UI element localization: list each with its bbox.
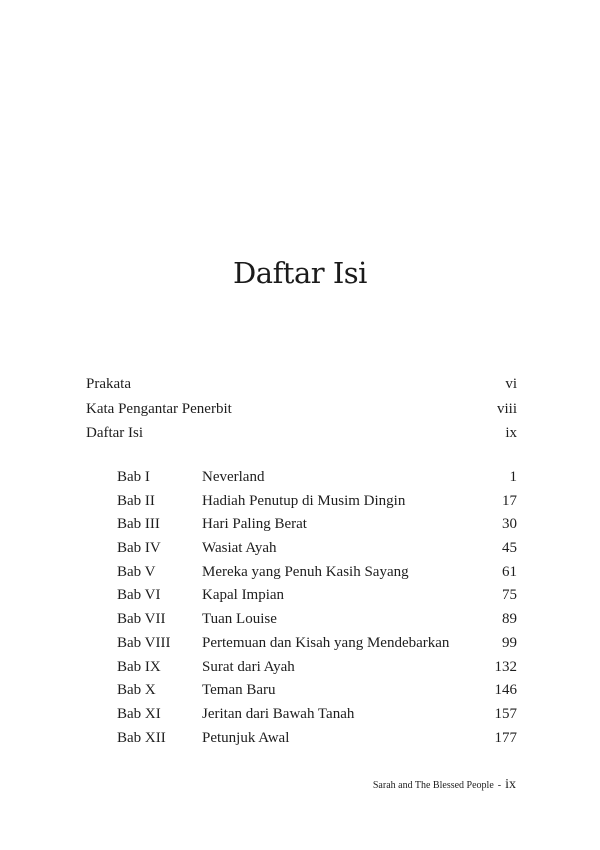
chapter-page: 17 <box>502 492 517 509</box>
chapter-page: 132 <box>494 658 517 675</box>
chapter-page: 30 <box>502 516 517 533</box>
chapter-title: Pertemuan dan Kisah yang Mendebarkan <box>202 634 450 651</box>
page-title: Daftar Isi <box>233 256 367 290</box>
chapter-entry[interactable] <box>117 632 517 656</box>
chapter-number: Bab I <box>117 469 150 485</box>
chapter-page: 157 <box>494 705 517 722</box>
toc-entry-label: Daftar Isi <box>86 425 144 441</box>
chapter-entry[interactable] <box>117 608 517 632</box>
chapter-title: Neverland <box>202 469 265 485</box>
chapter-entry[interactable] <box>117 656 517 680</box>
chapter-number: Bab VI <box>117 587 161 604</box>
toc-entry-label: Prakata <box>86 376 131 392</box>
chapter-title: Wasiat Ayah <box>202 540 277 557</box>
front-matter-list <box>86 372 517 446</box>
chapter-page: 177 <box>494 729 517 746</box>
chapter-title: Teman Baru <box>202 682 276 699</box>
chapter-entry[interactable] <box>117 513 517 537</box>
chapter-entry[interactable] <box>117 703 517 727</box>
chapter-title: Petunjuk Awal <box>202 729 290 746</box>
chapter-number: Bab IX <box>117 658 161 675</box>
chapter-page: 45 <box>502 540 517 557</box>
toc-entry-page: viii <box>496 400 517 417</box>
toc-entry[interactable] <box>86 421 517 446</box>
chapter-page: 1 <box>509 469 517 485</box>
chapter-number: Bab III <box>117 516 160 533</box>
toc-entry[interactable] <box>86 372 517 397</box>
chapter-entry[interactable] <box>117 537 517 561</box>
chapter-number: Bab X <box>117 682 156 699</box>
chapter-number: Bab XII <box>117 729 166 746</box>
chapter-page: 99 <box>502 634 517 651</box>
chapter-entry[interactable] <box>117 584 517 608</box>
chapter-page: 61 <box>502 563 517 580</box>
page-footer <box>373 777 516 793</box>
chapter-title: Hadiah Penutup di Musim Dingin <box>202 492 406 509</box>
chapter-number: Bab VIII <box>117 634 171 651</box>
page-number: ix <box>505 777 516 792</box>
chapter-number: Bab V <box>117 563 156 580</box>
chapter-number: Bab VII <box>117 611 166 628</box>
chapter-entry[interactable] <box>117 679 517 703</box>
chapter-title: Jeritan dari Bawah Tanah <box>202 705 355 722</box>
chapter-title: Hari Paling Berat <box>202 516 307 533</box>
chapter-page: 146 <box>494 682 517 699</box>
chapter-number: Bab II <box>117 492 155 509</box>
chapter-entry[interactable] <box>117 727 517 751</box>
chapter-title: Tuan Louise <box>202 611 277 628</box>
chapter-page: 89 <box>502 611 517 628</box>
chapter-title: Kapal Impian <box>202 587 285 604</box>
toc-entry-label: Kata Pengantar Penerbit <box>86 400 232 417</box>
running-title: Sarah and The Blessed People <box>372 780 494 791</box>
chapter-entry[interactable] <box>117 466 517 490</box>
chapter-entry[interactable] <box>117 490 517 514</box>
toc-entry-page: vi <box>505 376 517 392</box>
chapter-list <box>117 466 517 750</box>
chapter-title: Surat dari Ayah <box>202 658 295 675</box>
toc-entry[interactable] <box>86 397 517 422</box>
toc-entry-page: ix <box>505 425 517 441</box>
chapter-number: Bab XI <box>117 705 161 722</box>
chapter-number: Bab IV <box>117 540 161 557</box>
chapter-title: Mereka yang Penuh Kasih Sayang <box>202 563 409 580</box>
chapter-page: 75 <box>502 587 517 604</box>
footer-separator: - <box>497 780 502 791</box>
chapter-entry[interactable] <box>117 561 517 585</box>
